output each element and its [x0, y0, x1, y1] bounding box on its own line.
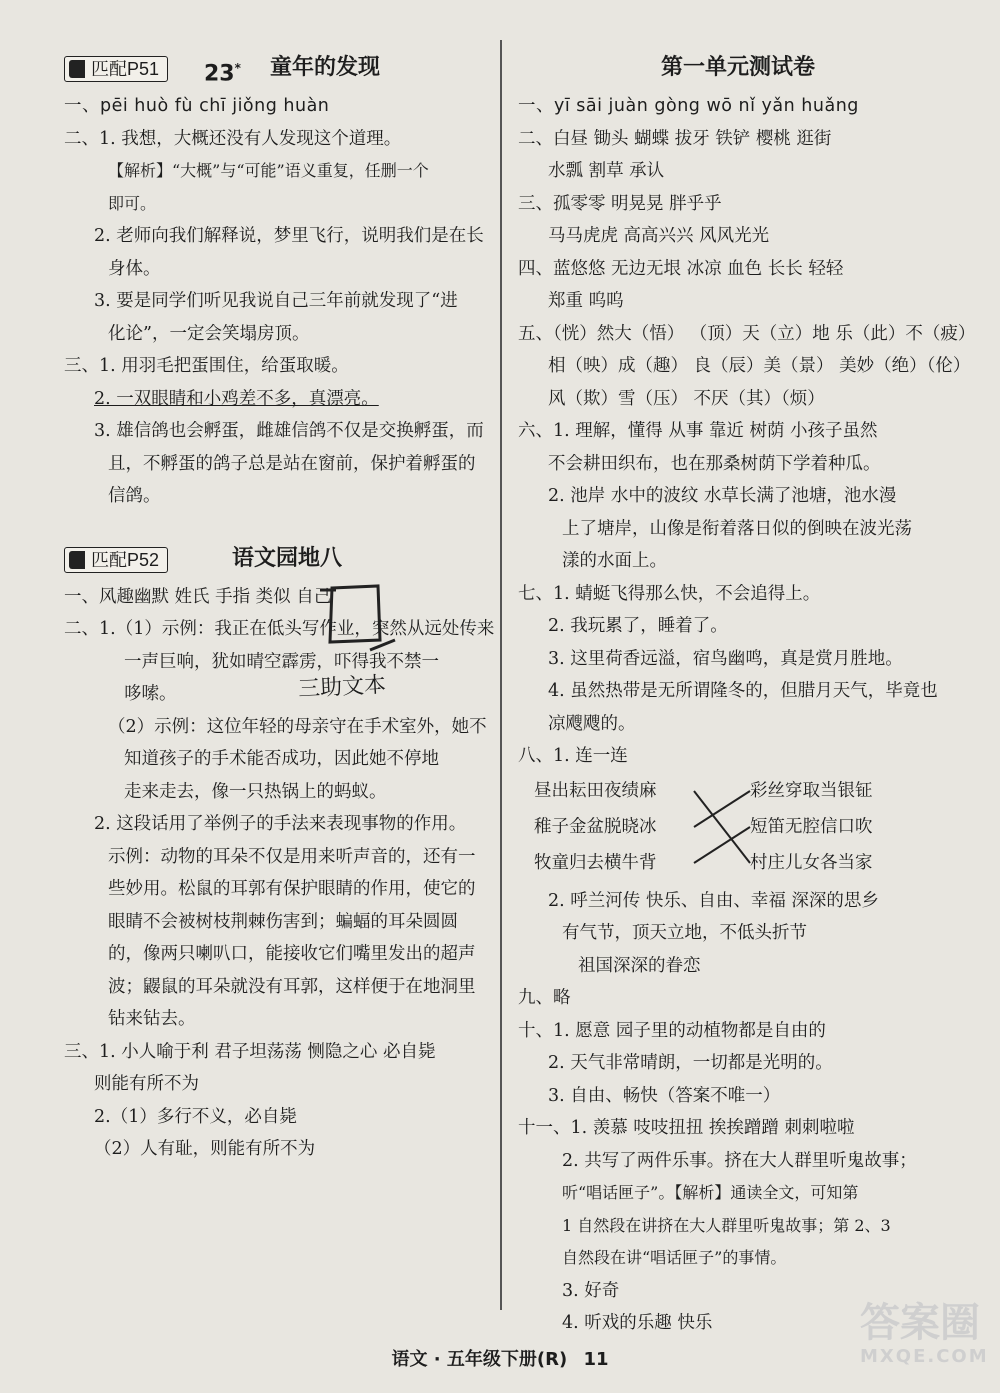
watermark-big: 答案圈	[860, 1300, 980, 1346]
section-header-p52	[64, 541, 484, 579]
answer-line: 2. 我玩累了，睡着了。	[548, 616, 728, 636]
answer-line: （2）人有耻，则能有所不为	[94, 1139, 316, 1159]
answer-line: 眼睛不会被树枝荆棘伤害到；蝙蝠的耳朵圆圆	[108, 911, 458, 932]
answer-line: 十、1. 愿意 园子里的动植物都是自由的	[518, 1020, 826, 1041]
match-right-column	[750, 773, 873, 881]
answer-line: 示例：动物的耳朵不仅是用来听声音的，还有一	[108, 846, 476, 867]
answer-line: 二、1. 我想，大概还没有人发现这个道理。	[64, 128, 402, 149]
answer-line: 风（欺）雪（压） 不厌（其）（烦）	[548, 388, 825, 409]
answer-line: 有气节，顶天立地，不低头折节	[562, 923, 807, 943]
answer-line: 波；鼹鼠的耳朵就没有耳郭，这样便于在地洞里	[108, 976, 476, 997]
section-title: 语文园地八	[232, 545, 343, 571]
section-header-p51	[64, 50, 484, 88]
answer-line: 2. 老师向我们解释说，梦里飞行，说明我们是在长	[94, 226, 484, 246]
answer-line: 2. 池岸 水中的波纹 水草长满了池塘，池水漫	[548, 486, 897, 506]
answer-line: 2. 一双眼睛和小鸡差不多，真漂亮。	[94, 388, 379, 409]
answer-line: 一、风趣幽默 姓氏 手指 类似 自己	[64, 586, 332, 607]
page-footer	[0, 1345, 1000, 1371]
answer-line: 钻来钻去。	[108, 1009, 196, 1029]
answer-line: 漾的水面上。	[562, 551, 667, 571]
answer-line: 知道孩子的手术能否成功，因此她不停地	[124, 749, 439, 769]
match-right-item: 村庄儿女各当家	[750, 852, 873, 873]
answer-line: 郑重 呜呜	[548, 291, 624, 311]
right-column	[518, 50, 976, 1340]
lesson-number: 23*	[204, 61, 241, 87]
answer-line: 2. 呼兰河传 快乐、自由、幸福 深深的思乡	[548, 890, 879, 911]
analysis-line: 听“唱话匣子”。【解析】通读全文，可知第	[562, 1183, 859, 1202]
left-column	[64, 50, 495, 1166]
answer-line: 3. 雄信鸽也会孵蛋，雌雄信鸽不仅是交换孵蛋，而	[94, 421, 484, 441]
answer-line: 三、孤零零 明晃晃 胖乎乎	[518, 193, 722, 214]
answer-line: 的，像两只喇叭口，能接收它们嘴里发出的超声	[108, 944, 476, 964]
answer-line: 三、1. 小人喻于利 君子坦荡荡 恻隐之心 必自毙	[64, 1041, 436, 1062]
page-number: 11	[583, 1349, 609, 1370]
match-left-item: 牧童归去横牛背	[534, 852, 657, 873]
analysis-line: 即可。	[108, 193, 157, 213]
answer-line: 3. 好奇	[562, 1280, 620, 1301]
footer-text: 语文 · 五年级下册(R)	[391, 1349, 568, 1370]
lesson-title: 童年的发现	[270, 55, 381, 80]
answer-line: 二、白昼 锄头 蝴蝶 拔牙 铁铲 樱桃 逛街	[518, 128, 832, 149]
answer-line: 祖国深深的眷恋	[578, 955, 701, 976]
match-tag-p51: 匹配P51	[64, 56, 168, 82]
answer-line: 相（映）成（趣） 良（辰）美（景） 美妙（绝）（伦）	[548, 356, 971, 376]
match-right-item: 彩丝穿取当银钲	[750, 780, 873, 801]
answer-line: 凉飕飕的。	[548, 713, 636, 734]
matching-exercise	[518, 773, 958, 885]
answer-line: 一、yī sāi juàn gòng wō nǐ yǎn huǎng	[518, 96, 859, 116]
answer-line: 上了塘岸，山像是衔着落日似的倒映在波光荡	[562, 518, 912, 539]
column-divider	[500, 40, 502, 1310]
handwritten-scribble	[280, 580, 400, 714]
answer-line: 五、（恍）然大（悟） （顶）天（立）地 乐（此）不（疲）	[518, 323, 976, 344]
answer-line: 不会耕田织布，也在那桑树荫下学着种瓜。	[548, 453, 881, 474]
answer-line: 些妙用。松鼠的耳郭有保护眼睛的作用，使它的	[108, 879, 476, 899]
watermark-small: MXQE.COM	[860, 1346, 989, 1367]
match-left-item: 昼出耘田夜绩麻	[534, 780, 657, 801]
analysis-line: 自然段在讲“唱话匣子”的事情。	[562, 1248, 787, 1267]
answer-line: 一声巨响，犹如晴空霹雳，吓得我不禁一	[124, 651, 439, 672]
answer-line: 七、1. 蜻蜓飞得那么快，不会追得上。	[518, 583, 821, 604]
match-line	[694, 791, 750, 827]
match-left-item: 稚子金盆脱晓冰	[534, 816, 657, 837]
match-right-item: 短笛无腔信口吹	[750, 816, 873, 837]
answer-line: 4. 听戏的乐趣 快乐	[562, 1313, 713, 1333]
answer-line: 三、1. 用羽毛把蛋围住，给蛋取暖。	[64, 356, 349, 376]
answer-line: 哆嗦。	[124, 684, 177, 704]
answer-line: 2. 共写了两件乐事。挤在大人群里听鬼故事；	[562, 1150, 917, 1171]
answer-line: 化论”，一定会笑塌房顶。	[108, 323, 310, 344]
watermark-logo	[860, 1300, 989, 1380]
answer-line: 3. 要是同学们听见我说自己三年前就发现了“进	[94, 291, 458, 311]
analysis-line: 1 自然段在讲挤在大人群里听鬼故事；第 2、3	[562, 1215, 891, 1235]
answer-line: 4. 虽然热带是无所谓隆冬的，但腊月天气，毕竟也	[548, 681, 938, 701]
match-lines	[518, 773, 958, 885]
answer-line: 马马虎虎 高高兴兴 风风光光	[548, 226, 770, 246]
test-title: 第一单元测试卷	[660, 55, 815, 80]
answer-line: 信鸽。	[108, 486, 161, 506]
answer-line: 3. 这里荷香远溢，宿鸟幽鸣，真是赏月胜地。	[548, 648, 903, 669]
scribble-text: 三助文本	[297, 672, 387, 703]
answer-line: （2）示例：这位年轻的母亲守在手术室外，她不	[108, 716, 487, 737]
answer-line: 十一、1. 羡慕 吱吱扭扭 挨挨蹭蹭 刺刺啦啦	[518, 1118, 855, 1138]
answer-line: 则能有所不为	[94, 1074, 199, 1094]
match-line	[694, 827, 750, 863]
match-tag-p52: 匹配P52	[64, 547, 168, 573]
answer-line: 八、1. 连一连	[518, 746, 628, 766]
answer-line: 走来走去，像一只热锅上的蚂蚁。	[124, 781, 387, 802]
analysis-line: 【解析】“大概”与“可能”语义重复，任删一个	[108, 161, 429, 180]
answer-line: 且，不孵蛋的鸽子总是站在窗前，保护着孵蛋的	[108, 453, 476, 474]
answer-line: 一、pēi huò fù chī jiǒng huàn	[64, 96, 330, 116]
answer-line: 水瓢 割草 承认	[548, 161, 665, 181]
answer-line: 身体。	[108, 258, 161, 279]
answer-line: 二、1.（1）示例：我正在低头写作业，突然从远处传来	[64, 619, 495, 639]
answer-line: 2. 天气非常晴朗，一切都是光明的。	[548, 1053, 833, 1073]
answer-line: 2.（1）多行不义，必自毙	[94, 1106, 297, 1127]
match-line	[694, 791, 750, 863]
answer-line: 九、略	[518, 988, 571, 1008]
answer-line: 2. 这段话用了举例子的手法来表现事物的作用。	[94, 814, 467, 834]
answer-line: 3. 自由、畅快（答案不唯一）	[548, 1085, 781, 1106]
answer-line: 六、1. 理解，懂得 从事 靠近 树荫 小孩子虽然	[518, 421, 878, 441]
answer-line: 四、蓝悠悠 无边无垠 冰凉 血色 长长 轻轻	[518, 258, 844, 279]
